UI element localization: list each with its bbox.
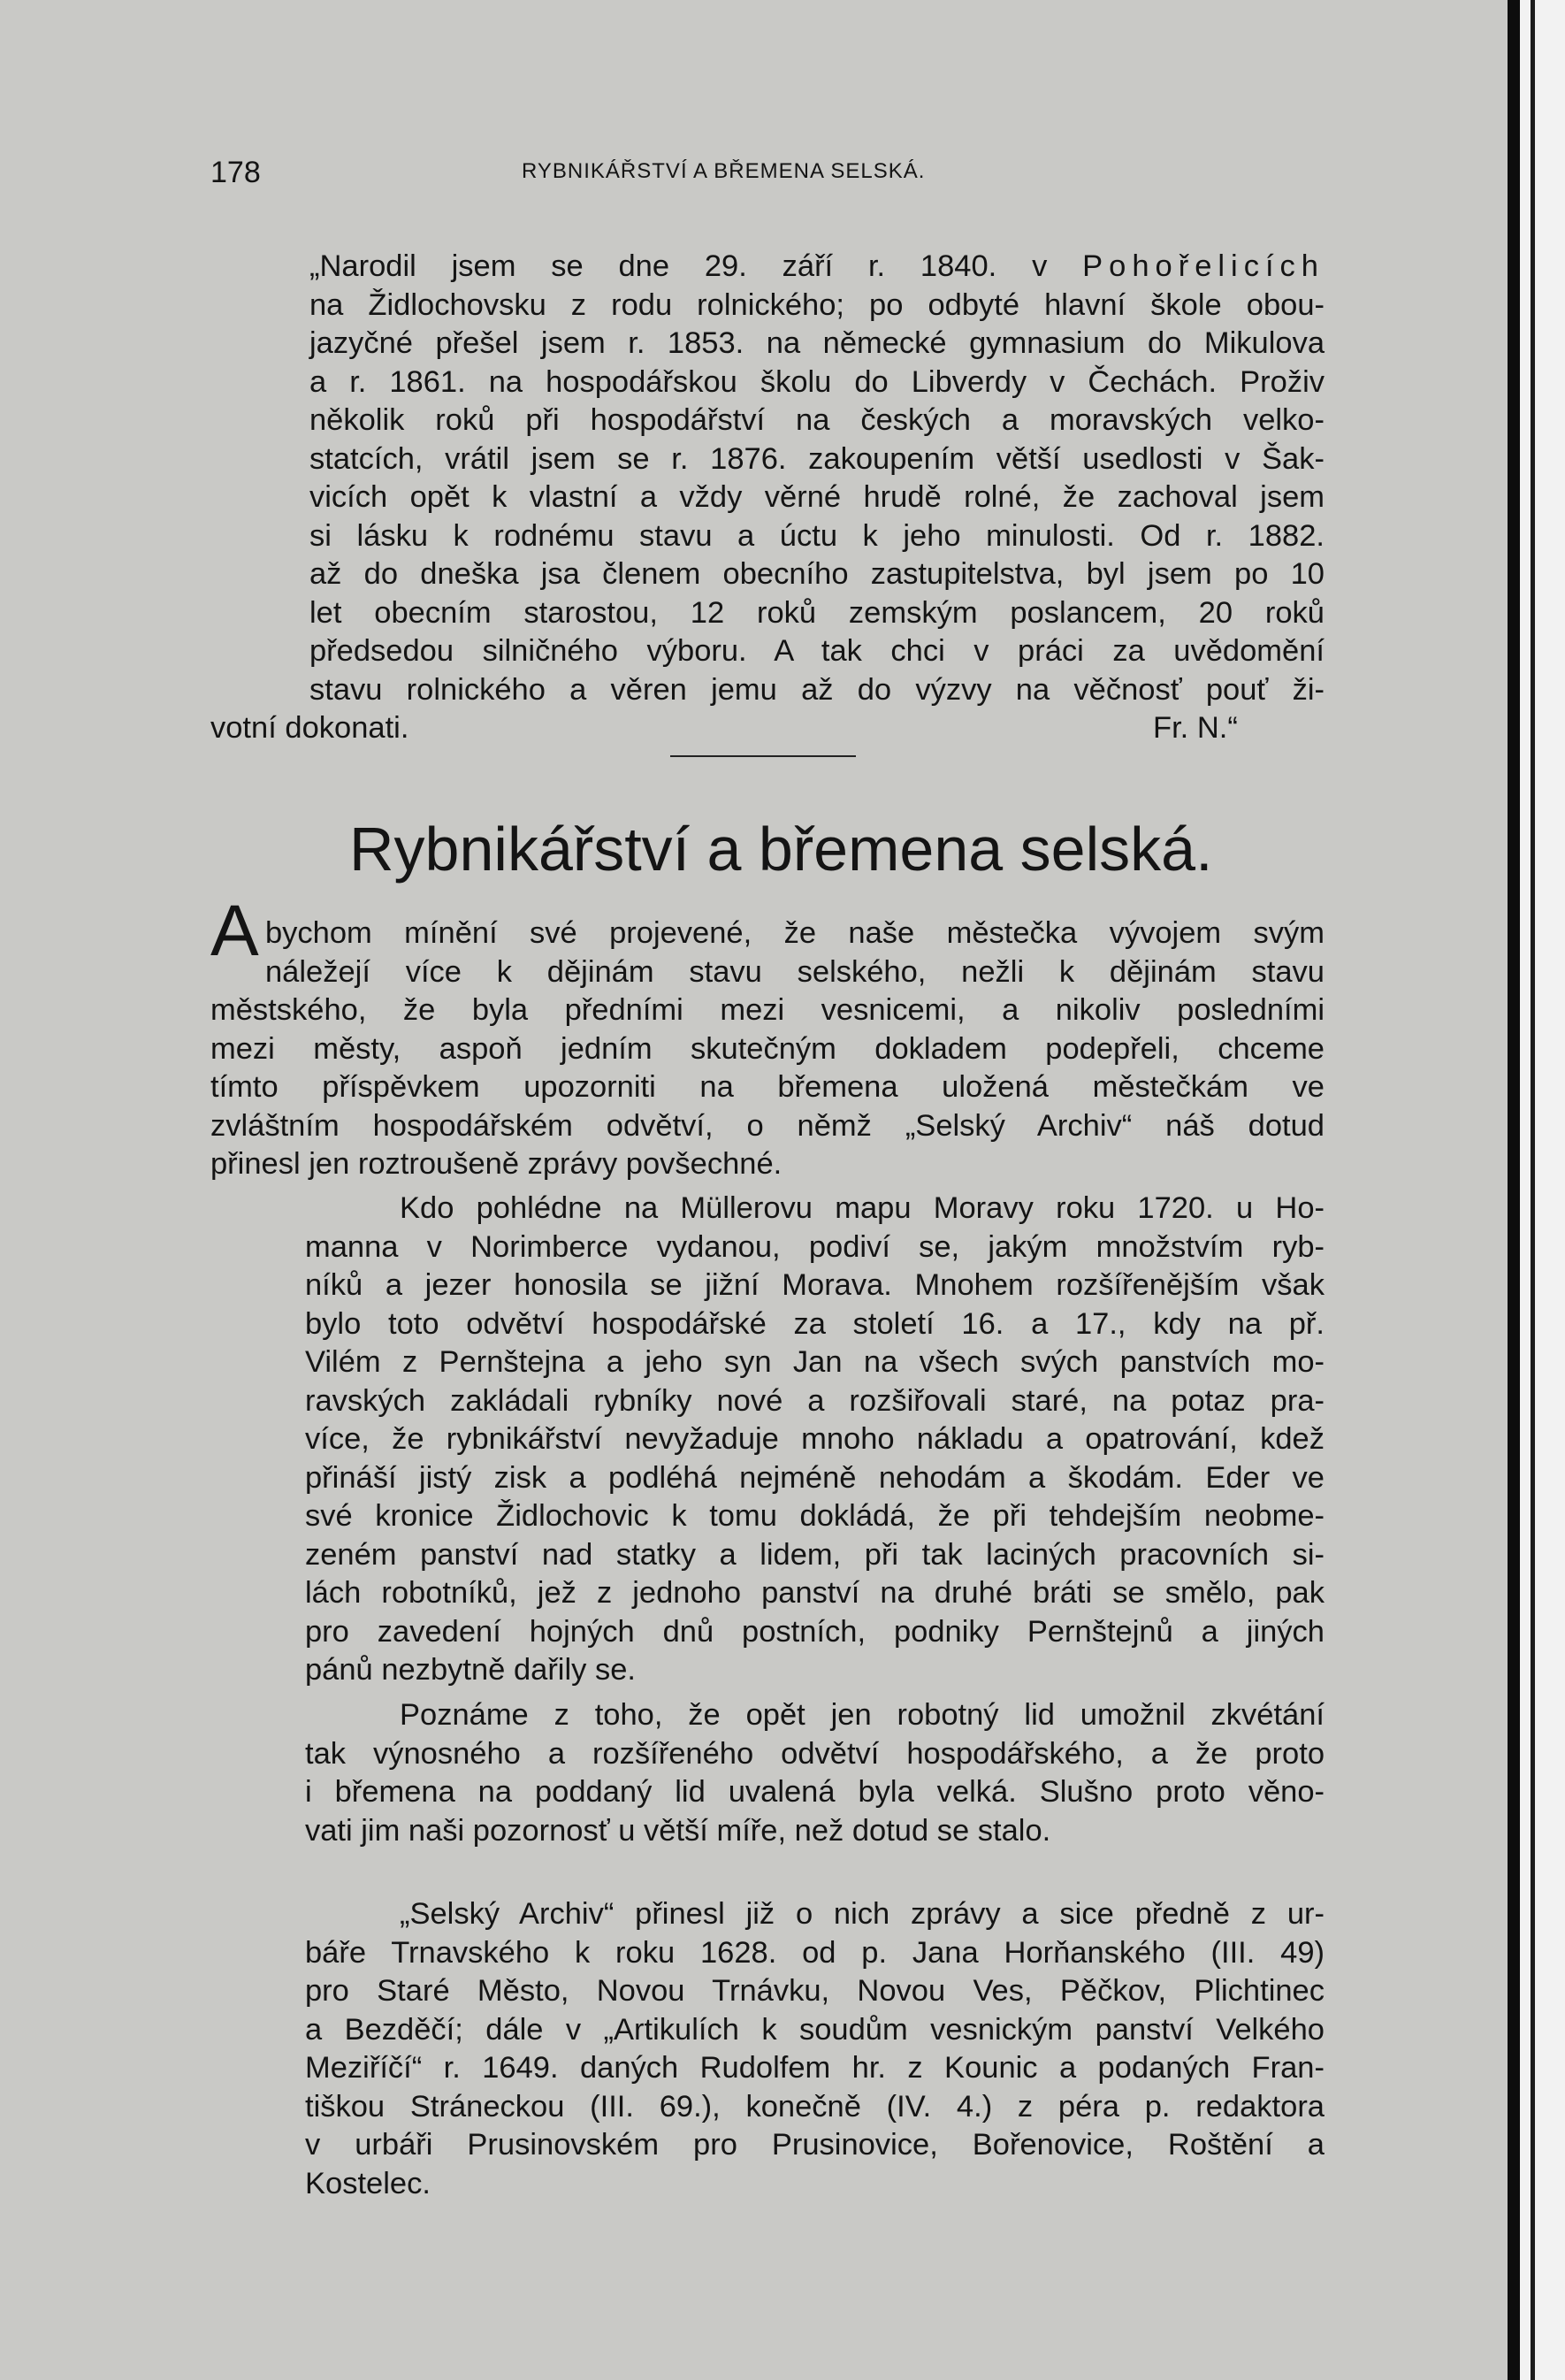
text-line: a r. 1861. na hospodářskou školu do Libverdy v Čechách. Proživ bbox=[309, 364, 1325, 399]
separator-row bbox=[210, 709, 1325, 748]
text-line: vicích opět k vlastní a vždy věrné hrudě rolné, že zachoval jsem bbox=[309, 480, 1325, 514]
emphasized-place-name: Pohořelicích bbox=[1082, 249, 1325, 283]
text-line: manna v Norimberce vydanou, podiví se, jakým množstvím ryb- bbox=[305, 1229, 1325, 1264]
text-line: lách robotníků, jež z jednoho panství na druhé bráti se smělo, pak bbox=[305, 1576, 1325, 1610]
text-line: Meziříčí“ r. 1649. daných Rudolfem hr. z Kounic a podaných Fran- bbox=[305, 2051, 1325, 2085]
text-line: stavu rolnického a věren jemu až do výzvy na věčnosť pouť ži- bbox=[309, 672, 1325, 707]
text-line: několik roků při hospodářství na českých a moravských velko- bbox=[309, 403, 1325, 437]
text-line: „Narodil jsem se dne 29. září r. 1840. v Pohořelicích bbox=[309, 249, 1325, 283]
text-line: Kdo pohlédne na Müllerovu mapu Moravy roku 1720. u Ho- bbox=[400, 1191, 1325, 1225]
signature: Fr. N.“ bbox=[1153, 711, 1238, 745]
text-line: zvláštním hospodářském odvětví, o němž „Selský Archiv“ náš dotud bbox=[210, 1108, 1325, 1143]
text-line: své kronice Židlochovic k tomu dokládá, že při tehdejším neobme- bbox=[305, 1499, 1325, 1533]
text-line: let obecním starostou, 12 roků zemským poslancem, 20 roků bbox=[309, 595, 1325, 630]
article-paragraph-4 bbox=[210, 1895, 1325, 2203]
text-line: si lásku k rodnému stavu a úctu k jeho minulosti. Od r. 1882. bbox=[309, 518, 1325, 553]
text-line: Kostelec. bbox=[305, 2166, 431, 2200]
page-number: 178 bbox=[210, 156, 261, 189]
text-line: tímto příspěvkem upozorniti na břemena uložená městečkám ve bbox=[210, 1070, 1325, 1104]
text-line: „Selský Archiv“ přinesl již o nich zprávy a sice předně z ur- bbox=[400, 1897, 1325, 1931]
text-line: na Židlochovsku z rodu rolnického; po odbyté hlavní škole obou- bbox=[309, 287, 1325, 322]
text-line: pánů nezbytně dařily se. bbox=[305, 1653, 636, 1687]
text-line: více, že rybnikářství nevyžaduje mnoho nákladu a opatrování, kdež bbox=[305, 1422, 1325, 1456]
text-line: mezi městy, aspoň jedním skutečným dokladem podepřeli, chceme bbox=[210, 1031, 1325, 1066]
text-line: báře Trnavského k roku 1628. od p. Jana Horňanského (III. 49) bbox=[305, 1935, 1325, 1970]
scan-right-edge bbox=[1508, 0, 1565, 2380]
text-line: náležejí více k dějinám stavu selského, nežli k dějinám stavu bbox=[265, 954, 1325, 989]
text-line: bychom mínění své projevené, že naše městečka vývojem svým bbox=[265, 916, 1325, 950]
text-line: jazyčné přešel jsem r. 1853. na německé gymnasium do Mikulova bbox=[309, 326, 1325, 360]
text-line: přinesl jen roztroušeně zprávy povšechné. bbox=[210, 1147, 782, 1181]
text-line: městského, že byla předními mezi vesnicemi, a nikoliv posledními bbox=[210, 993, 1325, 1027]
text-line: pro Staré Město, Novou Trnávku, Novou Ves, Pěčkov, Plichtinec bbox=[305, 1974, 1325, 2008]
page-header bbox=[210, 152, 1325, 196]
text-line: i břemena na poddaný lid uvalená byla velká. Slušno proto věno- bbox=[305, 1775, 1325, 1809]
article-paragraph-3 bbox=[210, 1696, 1325, 1850]
text-line: ravských zakládali rybníky nové a rozšiřovali staré, na potaz pra- bbox=[305, 1383, 1325, 1418]
text-line: v urbáři Prusinovském pro Prusinovice, Bořenovice, Roštění a bbox=[305, 2128, 1325, 2162]
text-line: tak výnosného a rozšířeného odvětví hospodářského, a že proto bbox=[305, 1736, 1325, 1771]
text-line: Vilém z Pernštejna a jeho syn Jan na všech svých panstvích mo- bbox=[305, 1345, 1325, 1379]
text-line: bylo toto odvětví hospodářské za století 16. a 17., kdy na př. bbox=[305, 1306, 1325, 1341]
text-line: vati jim naši pozornosť u větší míře, než dotud se stalo. bbox=[305, 1813, 1051, 1848]
text-line: zeném panství nad statky a lidem, při tak laciných pracovních si- bbox=[305, 1537, 1325, 1572]
text-line: tiškou Stráneckou (III. 69.), konečně (IV. 4.) z péra p. redaktora bbox=[305, 2089, 1325, 2124]
running-head: RYBNIKÁŘSTVÍ A BŘEMENA SELSKÁ. bbox=[522, 159, 926, 183]
section-divider bbox=[670, 755, 856, 757]
text-line: předsedou silničného výboru. A tak chci v práci za uvědomění bbox=[309, 634, 1325, 668]
text-line: a Bezděčí; dále v „Artikulích k soudům vesnickým panství Velkého bbox=[305, 2012, 1325, 2047]
article-paragraph-2 bbox=[210, 1190, 1325, 1690]
text-line: až do dneška jsa členem obecního zastupitelstva, byl jsem po 10 bbox=[309, 557, 1325, 591]
text-line: přináší jistý zisk a podléhá nejméně nehodám a škodám. Eder ve bbox=[305, 1460, 1325, 1495]
text-line: pro zavedení hojných dnů postních, podniky Pernštejnů a jiných bbox=[305, 1614, 1325, 1649]
article-paragraph-1 bbox=[210, 915, 1325, 1184]
text-line: statcích, vrátil jsem se r. 1876. zakoupením větší usedlosti v Šak- bbox=[309, 441, 1325, 476]
text-line: níků a jezer honosila se jižní Morava. Mnohem rozšířenějším však bbox=[305, 1268, 1325, 1302]
article-title: Rybnikářství a břemena selská. bbox=[349, 815, 1213, 884]
drop-cap: A bbox=[210, 891, 259, 971]
text-line: Poznáme z toho, že opět jen robotný lid umožnil zkvétání bbox=[400, 1698, 1325, 1732]
text-line: votní dokonati. bbox=[210, 711, 409, 745]
intro-paragraph bbox=[210, 248, 1325, 709]
